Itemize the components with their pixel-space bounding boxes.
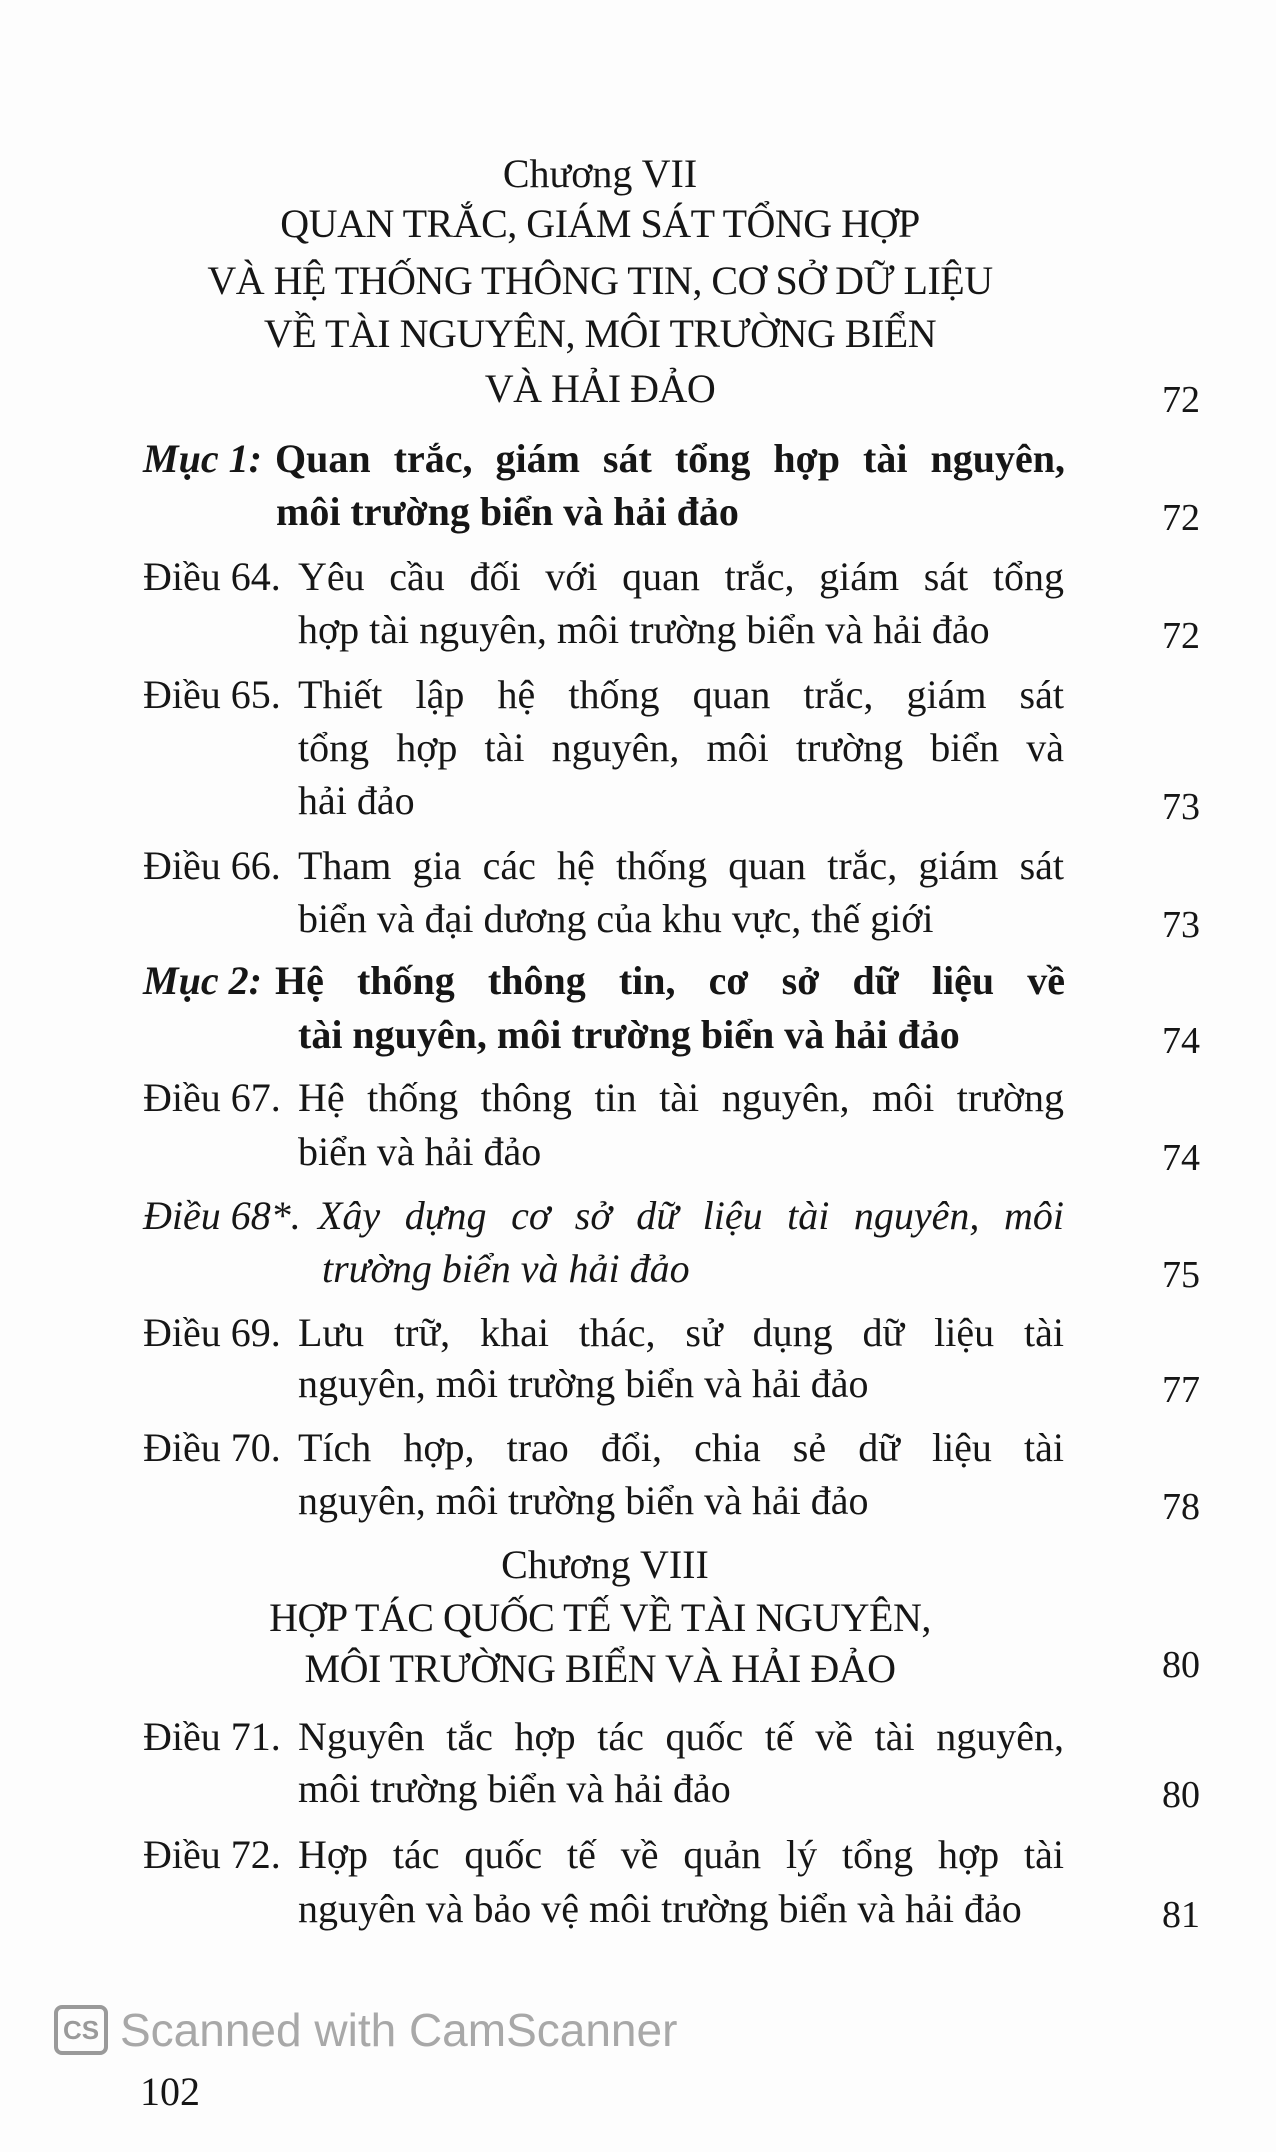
chapter-title-line: HỢP TÁC QUỐC TẾ VỀ TÀI NGUYÊN,	[269, 1595, 931, 1640]
toc-entry-line: Tham gia các hệ thống quan trắc, giám sát	[298, 843, 1064, 888]
toc-entry-line: Thiết lập hệ thống quan trắc, giám sát	[298, 672, 1064, 717]
toc-entry-line: Nguyên tắc hợp tác quốc tế về tài nguyên,	[298, 1714, 1064, 1759]
page-ref: 72	[1162, 497, 1200, 539]
toc-entry-label: Mục 2:	[143, 958, 262, 1003]
toc-entry-line: trường biển và hải đảo	[322, 1246, 690, 1291]
page-ref: 80	[1162, 1774, 1200, 1816]
toc-entry-line: Tích hợp, trao đổi, chia sẻ dữ liệu tài	[298, 1425, 1064, 1470]
toc-entry-line: Yêu cầu đối với quan trắc, giám sát tổng	[298, 554, 1064, 599]
chapter-title-line: VÀ HẢI ĐẢO	[484, 366, 716, 411]
page-ref: 80	[1162, 1644, 1200, 1686]
toc-entry-line: nguyên và bảo vệ môi trường biển và hải đảo	[298, 1886, 1022, 1931]
page-ref: 73	[1162, 786, 1200, 828]
toc-entry-label: Điều 65.	[143, 672, 281, 717]
page-ref: 75	[1162, 1254, 1200, 1296]
toc-entry-line: nguyên, môi trường biển và hải đảo	[298, 1478, 869, 1523]
toc-entry-line: Xây dựng cơ sở dữ liệu tài nguyên, môi	[318, 1193, 1064, 1238]
toc-entry-line: Hợp tác quốc tế về quản lý tổng hợp tài	[298, 1832, 1064, 1877]
toc-entry-line: biển và hải đảo	[298, 1129, 542, 1174]
toc-entry-line: môi trường biển và hải đảo	[298, 1766, 731, 1811]
page-ref: 73	[1162, 904, 1200, 946]
chapter-title-line: QUAN TRẮC, GIÁM SÁT TỔNG HỢP	[280, 201, 920, 246]
toc-entry-line: Quan trắc, giám sát tổng hợp tài nguyên,	[275, 436, 1065, 481]
page-ref: 81	[1162, 1894, 1200, 1936]
page-ref: 74	[1162, 1020, 1200, 1062]
camscanner-watermark: Scanned with CamScanner	[120, 2004, 678, 2056]
toc-entry-label: Điều 72.	[143, 1832, 281, 1877]
toc-entry-label: Điều 66.	[143, 843, 281, 888]
camscanner-logo: CS	[54, 2005, 108, 2055]
toc-entry-label: Điều 64.	[143, 554, 281, 599]
toc-entry-line: Lưu trữ, khai thác, sử dụng dữ liệu tài	[298, 1310, 1064, 1355]
chapter-title-line: VÀ HỆ THỐNG THÔNG TIN, CƠ SỞ DỮ LIỆU	[207, 258, 993, 303]
toc-entry-line: hải đảo	[298, 778, 415, 823]
page-ref: 72	[1162, 379, 1200, 421]
page-ref: 72	[1162, 615, 1200, 657]
toc-entry-label: Điều 69.	[143, 1310, 281, 1355]
page-ref: 74	[1162, 1137, 1200, 1179]
toc-entry-label: Điều 68*.	[143, 1193, 301, 1238]
toc-entry-label: Mục 1:	[143, 436, 262, 481]
chapter-label: Chương VII	[502, 151, 698, 196]
toc-entry-line: môi trường biển và hải đảo	[276, 489, 739, 534]
toc-entry-label: Điều 67.	[143, 1075, 281, 1120]
toc-entry-line: tổng hợp tài nguyên, môi trường biển và	[298, 725, 1064, 770]
chapter-label: Chương VIII	[501, 1542, 709, 1587]
toc-entry-line: nguyên, môi trường biển và hải đảo	[298, 1361, 869, 1406]
toc-entry-line: biển và đại dương của khu vực, thế giới	[298, 896, 934, 941]
toc-entry-line: Hệ thống thông tin, cơ sở dữ liệu về	[275, 958, 1065, 1003]
page-ref: 77	[1162, 1369, 1200, 1411]
toc-entry-line: tài nguyên, môi trường biển và hải đảo	[298, 1012, 960, 1057]
chapter-title-line: MÔI TRƯỜNG BIỂN VÀ HẢI ĐẢO	[304, 1646, 896, 1691]
toc-entry-line: hợp tài nguyên, môi trường biển và hải đảo	[298, 607, 990, 652]
chapter-title-line: VỀ TÀI NGUYÊN, MÔI TRƯỜNG BIỂN	[263, 311, 937, 356]
toc-entry-label: Điều 71.	[143, 1714, 281, 1759]
page-number: 102	[140, 2069, 200, 2114]
page-ref: 78	[1162, 1486, 1200, 1528]
toc-entry-label: Điều 70.	[143, 1425, 281, 1470]
toc-entry-line: Hệ thống thông tin tài nguyên, môi trường	[298, 1075, 1064, 1120]
